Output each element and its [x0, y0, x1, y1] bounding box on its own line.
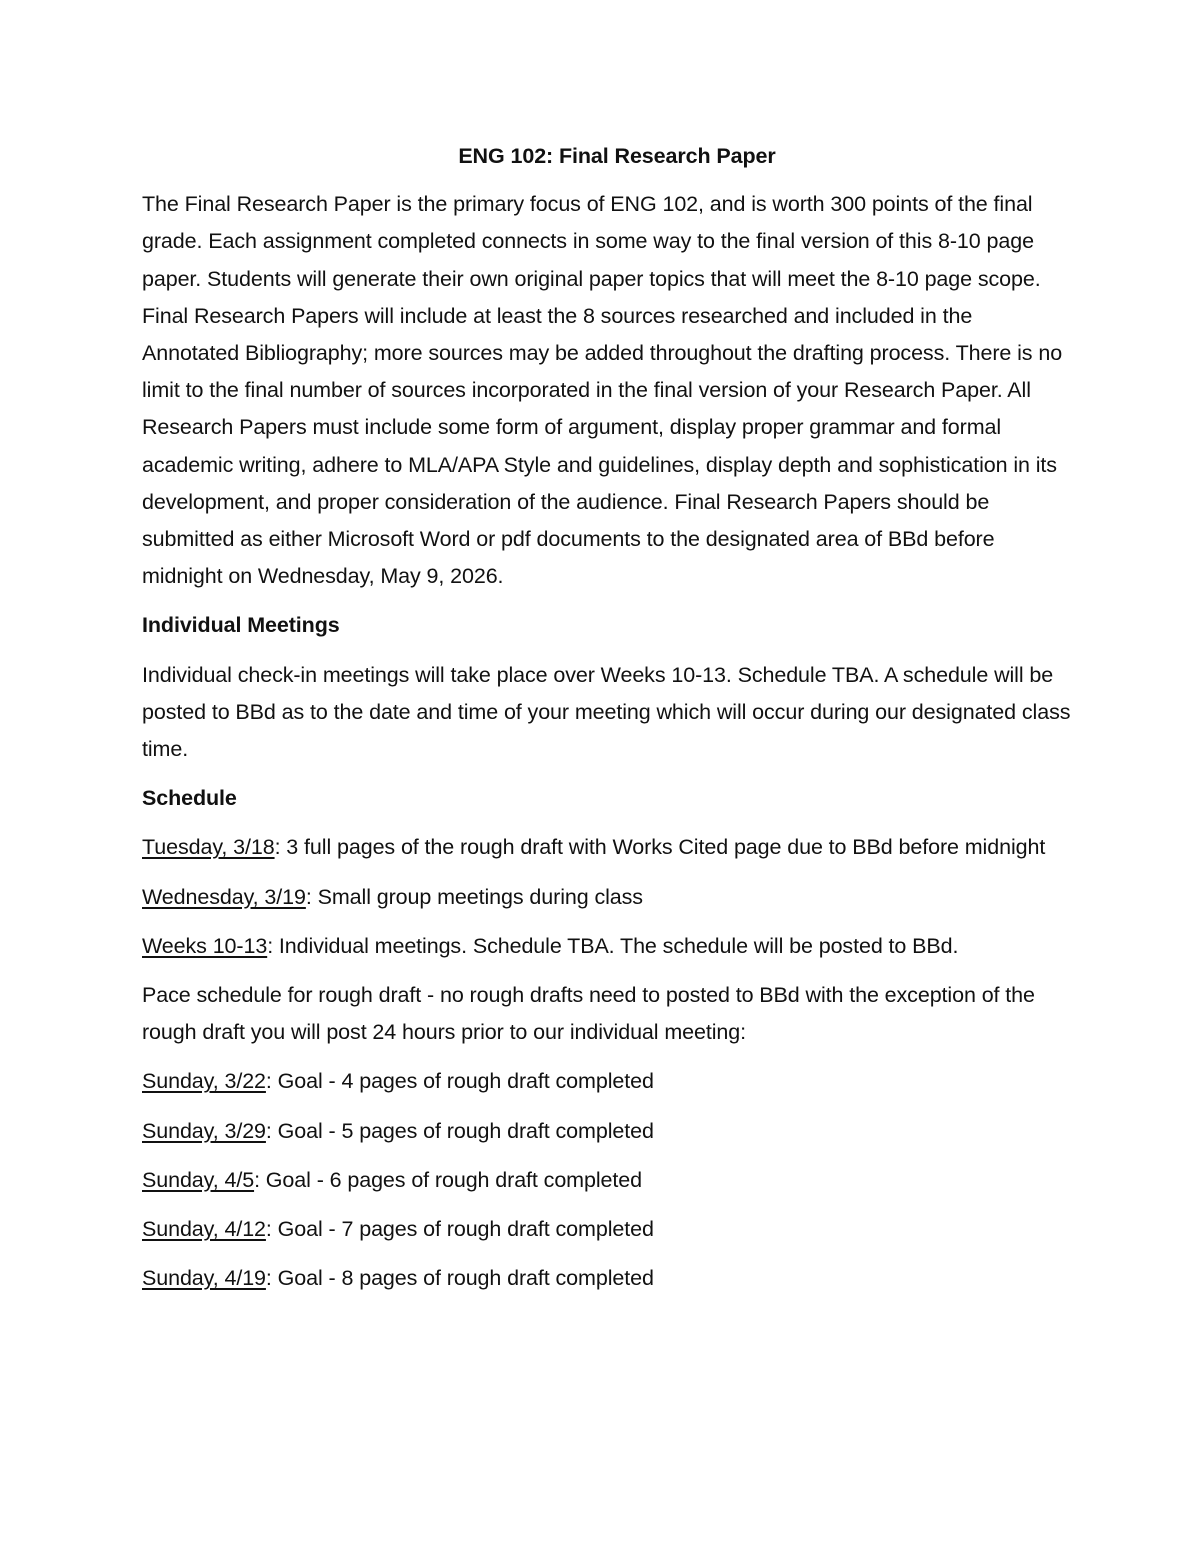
pace-text: : Goal - 6 pages of rough draft completed: [254, 1167, 642, 1192]
schedule-text: : Small group meetings during class: [305, 884, 643, 909]
meetings-paragraph: Individual check-in meetings will take place over Weeks 10-13. Schedule TBA. A schedule will be posted to BBd as to the date and time of your meeting which will occur during our designated class time.: [142, 662, 1071, 762]
schedule-heading: Schedule: [142, 786, 237, 811]
meetings-heading: Individual Meetings: [142, 613, 340, 638]
document-page: [142, 138, 1072, 1309]
schedule-text: : 3 full pages of the rough draft with Works Cited page due to BBd before midnight: [274, 835, 1046, 860]
schedule-date: Tuesday, 3/18: [142, 835, 275, 860]
pace-item: [142, 1063, 1072, 1100]
pace-text: : Goal - 7 pages of rough draft completed: [265, 1217, 654, 1242]
schedule-date: Wednesday, 3/19: [142, 884, 306, 909]
pace-text: : Goal - 5 pages of rough draft completed: [265, 1118, 654, 1143]
document-title: ENG 102: Final Research Paper: [458, 144, 776, 168]
schedule-date: Weeks 10-13: [142, 933, 268, 958]
pace-intro-paragraph: Pace schedule for rough draft - no rough drafts need to posted to BBd with the exception of the rough draft you will post 24 hours prior to our individual meeting:: [142, 983, 1035, 1045]
pace-date: Sunday, 4/12: [142, 1217, 266, 1242]
schedule-text: : Individual meetings. Schedule TBA. The schedule will be posted to BBd.: [267, 933, 959, 958]
pace-item: [142, 1211, 1072, 1248]
schedule-item: [142, 829, 1072, 866]
pace-item: [142, 1113, 1072, 1150]
schedule-item: [142, 928, 1072, 965]
pace-date: Sunday, 4/19: [142, 1266, 266, 1291]
pace-item: [142, 1260, 1072, 1297]
schedule-item: [142, 879, 1072, 916]
pace-text: : Goal - 8 pages of rough draft completed: [265, 1266, 654, 1291]
pace-date: Sunday, 4/5: [142, 1167, 255, 1192]
pace-date: Sunday, 3/29: [142, 1118, 266, 1143]
intro-paragraph: The Final Research Paper is the primary focus of ENG 102, and is worth 300 points of the final grade. Each assignment completed connects in some way to the final version of this 8-10 page paper. Students will generate their own original paper topics that will meet the 8-10 page scope. Final Research Papers will include at least the 8 sources researched and included in the Annotated Bibliography; more sources may be added throughout the drafting process. There is no limit to the final number of sources incorporated in the final version of your Research Paper. All Research Papers must include some form of argument, display proper grammar and formal academic writing, adhere to MLA/APA Style and guidelines, display depth and sophistication in its development, and proper consideration of the audience. Final Research Papers should be submitted as either Microsoft Word or pdf documents to the designated area of BBd before midnight on Wednesday, May 9, 2026.: [142, 192, 1063, 589]
pace-text: : Goal - 4 pages of rough draft completed: [265, 1069, 654, 1094]
pace-item: [142, 1162, 1072, 1199]
pace-date: Sunday, 3/22: [142, 1069, 266, 1094]
